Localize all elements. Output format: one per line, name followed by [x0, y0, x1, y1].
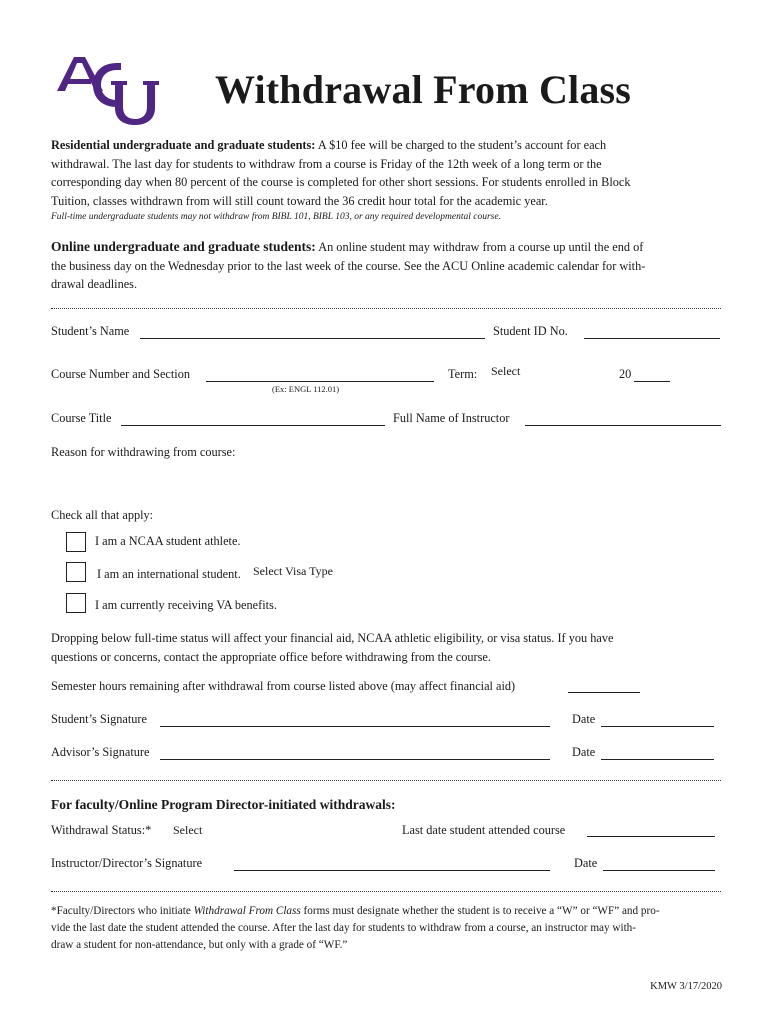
reason-label: Reason for withdrawing from course:	[51, 445, 236, 459]
term-label: Term:	[448, 367, 478, 381]
footnote-text-2: vide the last date the student attended the course. After the last day for students to withdraw from a course, an instructor may with-	[51, 922, 636, 934]
semester-hours-field[interactable]	[568, 692, 640, 693]
va-label: I am currently receiving VA benefits.	[95, 598, 277, 612]
divider	[51, 308, 721, 309]
residential-paragraph	[51, 136, 723, 210]
student-id-field[interactable]	[584, 338, 720, 339]
international-checkbox[interactable]	[66, 562, 86, 582]
footnote-text-b: forms must designate whether the student is to receive a “W” or “WF” and pro-	[300, 905, 660, 917]
instructor-signature-label: Instructor/Director’s Signature	[51, 856, 203, 870]
visa-type-select[interactable]: Select Visa Type	[253, 564, 333, 578]
residential-text-1: A $10 fee will be charged to the student’s account for each	[317, 138, 607, 152]
term-select[interactable]: Select	[491, 364, 521, 378]
student-name-field[interactable]	[140, 338, 485, 339]
online-text-2: the business day on the Wednesday prior to the last week of the course. See the ACU Online academic calendar for with-	[51, 258, 646, 273]
faculty-footnote	[51, 903, 726, 954]
student-signature-field[interactable]	[160, 726, 550, 727]
student-date-label: Date	[572, 712, 596, 726]
acu-logo	[55, 55, 160, 125]
withdrawal-status-label: Withdrawal Status:*	[51, 823, 152, 837]
advisor-signature-field[interactable]	[160, 759, 550, 760]
dropping-text-1: Dropping below full-time status will affect your financial aid, NCAA athletic eligibility, or visa status. If you have	[51, 631, 614, 645]
student-id-label: Student ID No.	[493, 324, 568, 338]
year-prefix: 20	[619, 367, 632, 381]
course-number-field[interactable]	[206, 381, 434, 382]
instructor-date-label: Date	[574, 856, 598, 870]
residential-heading: Residential undergraduate and graduate students:	[51, 138, 316, 152]
student-name-label: Student’s Name	[51, 324, 130, 338]
ncaa-checkbox[interactable]	[66, 532, 86, 552]
online-paragraph	[51, 238, 723, 294]
divider	[51, 891, 721, 892]
residential-text-4: Tuition, classes withdrawn from will still count toward the 36 credit hour total for the academic year.	[51, 193, 548, 208]
reason-field[interactable]	[51, 464, 721, 500]
dropping-paragraph	[51, 629, 723, 666]
online-text-3: drawal deadlines.	[51, 277, 138, 291]
course-title-label: Course Title	[51, 411, 112, 425]
student-signature-label: Student’s Signature	[51, 712, 147, 726]
year-field[interactable]	[634, 381, 670, 382]
residential-text-3: corresponding day when 80 percent of the course is completed for other short sessions. For students enrolled in Block	[51, 175, 631, 189]
online-text-1: An online student may withdraw from a course up until the end of	[318, 240, 644, 254]
dropping-text-2: questions or concerns, contact the appropriate office before withdrawing from the course.	[51, 649, 491, 664]
footnote-text-3: draw a student for non-attendance, but only with a grade of “WF.”	[51, 939, 348, 951]
course-example: (Ex: ENGL 112.01)	[272, 384, 340, 394]
fulltime-note: Full-time undergraduate students may not withdraw from BIBL 101, BIBL 103, or any required developmental course.	[51, 212, 501, 222]
instructor-signature-field[interactable]	[234, 870, 550, 871]
advisor-date-label: Date	[572, 745, 596, 759]
international-label: I am an international student.	[97, 567, 241, 581]
ncaa-label: I am a NCAA student athlete.	[95, 534, 241, 548]
instructor-field[interactable]	[525, 425, 721, 426]
semester-hours-label: Semester hours remaining after withdrawal from course listed above (may affect financial aid)	[51, 679, 516, 693]
last-date-label: Last date student attended course	[402, 823, 566, 837]
va-checkbox[interactable]	[66, 593, 86, 613]
online-heading: Online undergraduate and graduate students:	[51, 239, 316, 254]
course-number-label: Course Number and Section	[51, 367, 190, 381]
residential-text-2: withdrawal. The last day for students to withdraw from a course is Friday of the 12th week of a long term or the	[51, 156, 602, 171]
check-all-label: Check all that apply:	[51, 508, 154, 522]
divider	[51, 780, 721, 781]
student-date-field[interactable]	[601, 726, 714, 727]
instructor-date-field[interactable]	[603, 870, 715, 871]
last-date-field[interactable]	[587, 836, 715, 837]
course-title-field[interactable]	[121, 425, 385, 426]
page-title: Withdrawal From Class	[215, 67, 632, 112]
footnote-form-name: Withdrawal From Class	[193, 905, 301, 917]
faculty-heading: For faculty/Online Program Director-initiated withdrawals:	[51, 797, 396, 812]
revision-footer: KMW 3/17/2020	[650, 981, 722, 992]
withdrawal-status-select[interactable]: Select	[173, 823, 203, 837]
advisor-date-field[interactable]	[601, 759, 714, 760]
advisor-signature-label: Advisor’s Signature	[51, 745, 150, 759]
footnote-text-a: *Faculty/Directors who initiate	[51, 905, 194, 917]
instructor-label: Full Name of Instructor	[393, 411, 510, 425]
